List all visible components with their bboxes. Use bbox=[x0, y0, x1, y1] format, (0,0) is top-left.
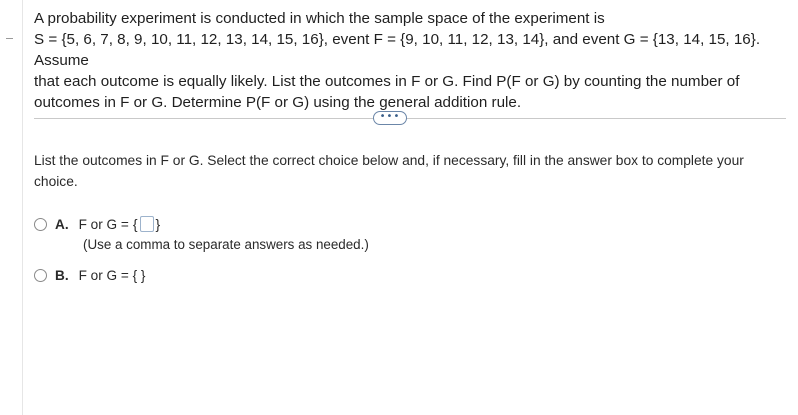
question-line-2: S = {5, 6, 7, 8, 9, 10, 11, 12, 13, 14, 15, 16}, event F = {9, 10, 11, 12, 13, 14}, and event G = {13, 14, 15, 16}. Assume bbox=[34, 31, 761, 69]
choice-a-letter: A. bbox=[55, 216, 69, 232]
instruction-text: List the outcomes in F or G. Select the correct choice below and, if necessary, fill in the answer box to complete your choice. bbox=[34, 153, 744, 189]
choice-a[interactable] bbox=[34, 216, 161, 232]
choice-a-hint: (Use a comma to separate answers as needed.) bbox=[83, 237, 369, 252]
question-line-4: outcomes in F or G. Determine P(F or G) using the general addition rule. bbox=[34, 94, 522, 111]
answer-input-box[interactable] bbox=[140, 216, 154, 232]
radio-choice-a[interactable] bbox=[34, 218, 47, 231]
rail-marker bbox=[6, 38, 13, 39]
question-line-3: that each outcome is equally likely. List the outcomes in F or G. Find P(F or G) by counting the number of bbox=[34, 73, 740, 90]
choice-a-prefix: F or G = bbox=[78, 216, 129, 232]
choice-b[interactable] bbox=[34, 268, 145, 283]
left-rail bbox=[0, 0, 23, 415]
choice-b-letter: B. bbox=[55, 268, 69, 283]
question-text bbox=[34, 8, 779, 113]
more-options-button[interactable]: ••• bbox=[373, 111, 407, 125]
choice-a-close-brace: } bbox=[155, 216, 161, 232]
radio-choice-b[interactable] bbox=[34, 269, 47, 282]
choice-a-open-brace: { bbox=[132, 216, 138, 232]
question-line-1: A probability experiment is conducted in which the sample space of the experiment is bbox=[34, 10, 605, 27]
section-divider bbox=[34, 118, 786, 119]
choice-b-text: F or G = { } bbox=[78, 268, 146, 283]
